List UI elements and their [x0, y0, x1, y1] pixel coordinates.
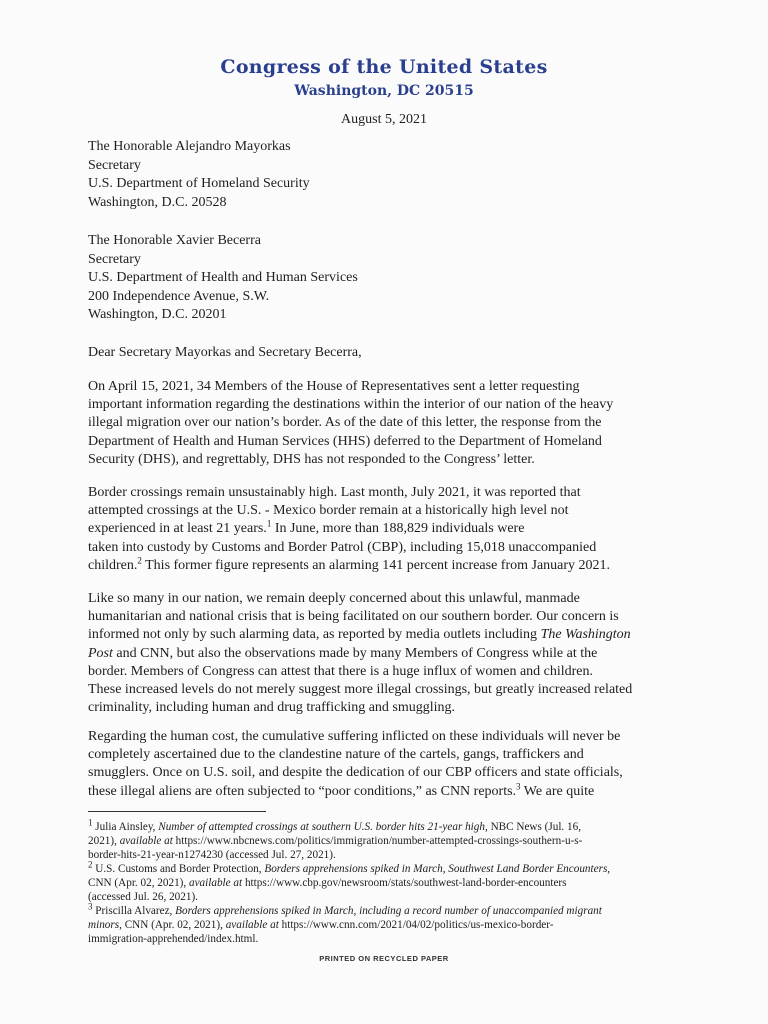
recipient-line: The Honorable Alejandro Mayorkas	[88, 139, 291, 154]
footnote-number: 2	[88, 859, 93, 870]
footnote-1	[88, 817, 688, 863]
text-run: In June, more than 188,829 individuals were	[271, 521, 525, 537]
footnote-3	[88, 901, 688, 947]
paragraph-line: completely ascertained due to the clandestine nature of the cartels, gangs, traffickers and	[88, 747, 584, 763]
italic-run: available at	[119, 835, 173, 848]
paragraph-line: Department of Health and Human Services (HHS) deferred to the Department of Homeland	[88, 433, 602, 449]
recipient-line: Washington, D.C. 20528	[88, 194, 227, 210]
italic-run: Post	[88, 645, 113, 661]
paragraph-1	[88, 378, 673, 469]
italic-run: minors,	[88, 919, 122, 932]
recipient-line: Secretary	[88, 251, 141, 267]
text-run: CNN (Apr. 02, 2021),	[121, 919, 226, 932]
footnote-line	[88, 901, 688, 918]
paragraph-line	[88, 557, 673, 575]
text-run: We are quite	[520, 783, 595, 799]
footnote-line	[88, 918, 688, 932]
recipient-line: 200 Independence Avenue, S.W.	[88, 288, 270, 304]
footnote-link[interactable]: https://www.cbp.gov/newsroom/stats/southwest-land-border-encounters	[242, 877, 567, 890]
italic-run: Borders apprehensions spiked in March, including a record number of unaccompanied migrant	[175, 905, 602, 917]
italic-run: Borders apprehensions spiked in March, Southwest Land Border Encounters,	[264, 863, 611, 875]
text-run: NBC News (Jul. 16,	[487, 821, 582, 833]
footnote-line	[88, 859, 688, 876]
paragraph-line: illegal migration over our nation’s border. As of the date of this letter, the response from the	[88, 415, 602, 431]
paragraph-3	[88, 590, 673, 717]
footnote-link[interactable]: https://www.cnn.com/2021/04/02/politics/us-mexico-border-	[278, 919, 554, 932]
paragraph-line: taken into custody by Customs and Border Patrol (CBP), including 15,018 unaccompanied	[88, 539, 597, 555]
letterhead-address: Washington, DC 20515	[294, 83, 474, 99]
text-run: Julia Ainsley,	[92, 821, 159, 833]
footnote-link[interactable]: https://www.nbcnews.com/politics/immigration/number-attempted-crossings-southern-u-s-	[172, 835, 583, 848]
footnote-ref: 1	[266, 518, 272, 529]
recipient-line: Secretary	[88, 157, 141, 173]
paragraph-2	[88, 484, 673, 575]
paragraph-line: border. Members of Congress can attest that there is a huge influx of women and children.	[88, 663, 594, 679]
text-run: experienced in at least 21 years.	[88, 521, 267, 537]
paragraph-line: These increased levels do not merely suggest more illegal crossings, but greatly increased related	[88, 682, 633, 698]
recycled-paper-notice: PRINTED ON RECYCLED PAPER	[319, 954, 449, 963]
text-run: 2021),	[88, 835, 120, 848]
recipient-line: U.S. Department of Homeland Security	[88, 176, 310, 191]
text-run: CNN (Apr. 02, 2021),	[88, 877, 189, 890]
footnote-line	[88, 817, 688, 834]
footnote-2	[88, 859, 688, 905]
footnote-divider	[88, 811, 266, 812]
text-run: children.	[88, 557, 138, 573]
text-run: and CNN, but also the observations made by many Members of Congress while at the	[112, 645, 598, 661]
text-run: these illegal aliens are often subjected to “poor conditions,” as CNN reports.	[88, 783, 517, 799]
paragraph-line	[88, 645, 673, 663]
paragraph-line	[88, 626, 673, 644]
recipient-line: U.S. Department of Health and Human Services	[88, 270, 358, 285]
recipient-block-1	[88, 138, 310, 212]
paragraph-line	[88, 780, 673, 801]
paragraph-line: Border crossings remain unsustainably high. Last month, July 2021, it was reported that	[88, 485, 581, 500]
footnote-ref: 3	[516, 780, 521, 791]
recipient-block-2	[88, 232, 358, 325]
text-run: Priscilla Alvarez,	[92, 905, 176, 917]
paragraph-line: Regarding the human cost, the cumulative suffering inflicted on these individuals will never be	[88, 729, 621, 744]
paragraph-line: smugglers. Once on U.S. soil, and despite the dedication of our CBP officers and state officials,	[88, 765, 623, 781]
paragraph-line: attempted crossings at the U.S. - Mexico border remain at a historically high level not	[88, 503, 569, 519]
paragraph-line: important information regarding the destinations within the interior of our nation of the heavy	[88, 397, 614, 413]
recipient-line: Washington, D.C. 20201	[88, 307, 227, 322]
paragraph-line: Like so many in our nation, we remain deeply concerned about this unlawful, manmade	[88, 591, 580, 606]
paragraph-line: criminality, including human and drug trafficking and smuggling.	[88, 700, 456, 716]
text-run: U.S. Customs and Border Protection,	[92, 863, 265, 875]
text-run: informed not only by such alarming data, as reported by media outlets including	[88, 627, 541, 643]
paragraph-line: Security (DHS), and regrettably, DHS has not responded to the Congress’ letter.	[88, 451, 535, 467]
footnote-line: border-hits-21-year-n1274230 (accessed Jul. 27, 2021).	[88, 849, 336, 862]
paragraph-line: humanitarian and national crisis that is being facilitated on our southern border. Our concern is	[88, 609, 619, 625]
salutation-text: Dear Secretary Mayorkas and Secretary Becerra,	[88, 345, 362, 360]
paragraph-4	[88, 728, 673, 801]
footnote-ref: 2	[137, 555, 142, 566]
footnote-line: (accessed Jul. 26, 2021).	[88, 891, 198, 904]
footnote-number: 3	[88, 901, 93, 912]
footnote-line	[88, 876, 688, 890]
recipient-line: The Honorable Xavier Becerra	[88, 233, 261, 248]
paragraph-line	[88, 520, 673, 538]
letterhead-title: Congress of the United States	[220, 56, 548, 78]
footnote-line	[88, 834, 688, 848]
paragraph-line: On April 15, 2021, 34 Members of the House of Representatives sent a letter requesting	[88, 379, 580, 394]
italic-run: Number of attempted crossings at southern U.S. border hits 21-year high,	[158, 821, 488, 833]
text-run: This former figure represents an alarming 141 percent increase from January 2021.	[141, 557, 611, 573]
footnote-line: immigration-apprehended/index.html.	[88, 933, 259, 946]
footnote-number: 1	[88, 817, 93, 828]
italic-run: The Washington	[540, 627, 631, 643]
letter-date: August 5, 2021	[341, 112, 427, 127]
salutation	[88, 344, 362, 363]
italic-run: available at	[189, 877, 243, 890]
italic-run: available at	[225, 919, 279, 932]
